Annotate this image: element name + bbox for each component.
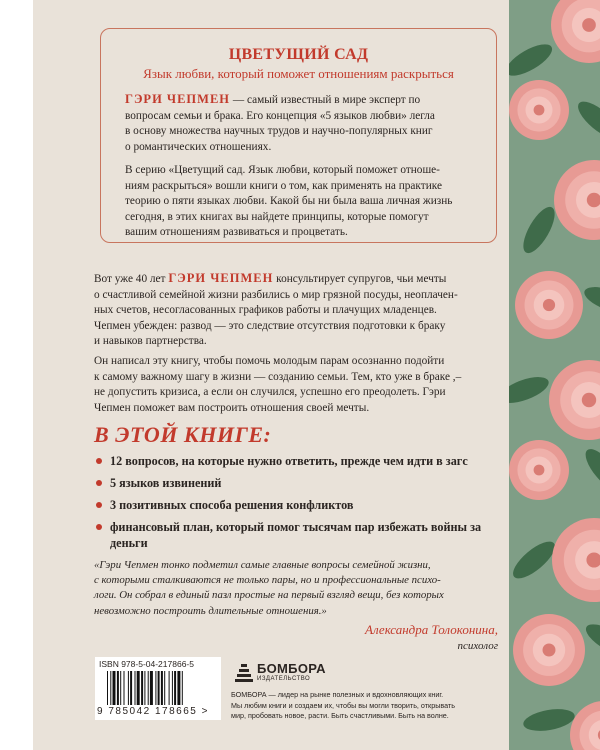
barcode-bar — [107, 671, 108, 705]
review-author: Александра Толоконина, — [365, 622, 498, 637]
text-line: с которыми сталкиваются не только пары, но и профессиональные психо- — [94, 574, 441, 587]
barcode-bar — [113, 671, 116, 705]
barcode-bar — [110, 671, 111, 705]
publisher-logo-name: БОМБОРА — [257, 661, 326, 676]
bullet-icon — [96, 502, 102, 508]
text-line: к самому важному шагу в жизни — созданию семьи. Тем, кто уже в браке ,– — [94, 370, 462, 383]
barcode-bar — [172, 671, 173, 705]
bullet-icon — [96, 524, 102, 530]
barcode-bar — [161, 671, 163, 705]
text-line: мир, пробовать новое, расти. Быть счастливыми. Быть на волне. — [231, 711, 449, 720]
bullet-icon — [96, 458, 102, 464]
list-item — [96, 519, 506, 551]
camellia-flower-icon — [551, 0, 600, 63]
series-description — [125, 163, 483, 241]
text-line: вопросам семьи и брака. Его концепция «5 языков любви» легла — [125, 109, 435, 122]
author-bio-paragraph — [125, 92, 483, 155]
text-line: БОМБОРА — лидер на рынке полезных и вдохновляющих книг. — [231, 690, 444, 699]
text-line: ниям раскрыться» вошли книги о том, как применять на практике — [125, 179, 442, 192]
barcode-bar — [124, 671, 125, 705]
barcode-bar — [174, 671, 176, 705]
text-line: логи. Он собрал в единый пазл простые на первый взгляд вещи, без которых — [94, 589, 444, 602]
camellia-flower-border — [509, 0, 600, 750]
text-line: Чепмен убежден: развод — это следствие отсутствия подготовки к браку — [94, 319, 446, 332]
series-subtitle: Язык любви, который поможет отношениям раскрыться — [143, 66, 454, 81]
text-line: вашим отношениям развиваться и процветать. — [125, 226, 348, 239]
barcode-bar — [120, 671, 121, 705]
barcode-bar — [169, 671, 170, 705]
text-line: и навыков партнерства. — [94, 335, 207, 348]
list-item-text: финансовый план, который помог тысячам пар избежать войны за деньги — [110, 520, 482, 550]
leaf-icon — [581, 282, 600, 319]
bombora-logo-icon — [235, 661, 253, 685]
review-author-role: психолог — [457, 640, 498, 652]
leaf-icon — [573, 96, 600, 145]
barcode-bar — [158, 671, 160, 705]
leaf-icon — [522, 706, 577, 735]
series-title: ЦВЕТУЩИЙ САД — [228, 46, 369, 63]
text-line: ных счетов, несогласованных графиков работы и плачущих младенцев. — [94, 304, 437, 317]
leaf-icon — [509, 38, 557, 81]
text-line: сегодня, в этих книгах вы найдете принципы, которые помогут — [125, 210, 429, 223]
camellia-illustration — [509, 0, 600, 750]
camellia-flower-icon — [509, 80, 569, 140]
text-line: Чепмен поможет вам построить отношения своей мечты. — [94, 401, 370, 414]
camellia-flower-icon — [515, 271, 583, 339]
text-line: В серию «Цветущий сад. Язык любви, который поможет отноше- — [125, 164, 440, 176]
book-back-cover — [33, 0, 600, 750]
text-line: «Гэри Чепмен тонко подметил самые главные вопросы семейной жизни, — [94, 559, 431, 571]
publisher-logo-subtitle: ИЗДАТЕЛЬСТВО — [257, 676, 311, 682]
barcode-bar — [137, 671, 140, 705]
barcode-bar — [144, 671, 145, 705]
barcode-bar — [117, 671, 119, 705]
camellia-flower-icon — [549, 360, 600, 440]
barcode — [106, 671, 218, 705]
barcode-bar — [130, 671, 132, 705]
barcode-bar — [135, 671, 136, 705]
text-line: Вот уже 40 лет — [94, 273, 166, 285]
text-line: теорию о пяти языках любви. Какой бы ни была ваша личная жизнь — [125, 195, 453, 208]
barcode-number: 9 785042 178665 > — [97, 706, 209, 717]
bullet-icon — [96, 480, 102, 486]
barcode-bar — [164, 671, 165, 705]
list-item — [96, 453, 506, 469]
text-line: не допустить кризиса, а если он случился, успешно его преодолеть. Гэри — [94, 386, 446, 399]
camellia-flower-icon — [509, 440, 569, 500]
list-item — [96, 475, 506, 491]
text-line: о счастливой семейной жизни разбились о мир грязной посуды, неоплачен- — [94, 288, 458, 301]
text-line: Он написал эту книгу, чтобы помочь молодым парам осознанно подойти — [94, 355, 445, 367]
camellia-flower-icon — [513, 614, 585, 686]
leaf-icon — [509, 372, 552, 409]
review-quote — [94, 558, 504, 619]
intro-paragraph — [94, 271, 499, 350]
leaf-icon — [580, 444, 600, 497]
author-name: ГЭРИ ЧЕПМЕН — [125, 92, 231, 106]
barcode-bar — [148, 671, 149, 705]
barcode-bar — [155, 671, 156, 705]
camellia-flower-icon — [552, 518, 600, 602]
barcode-bar — [141, 671, 143, 705]
barcode-bar — [150, 671, 153, 705]
camellia-flower-icon — [554, 160, 600, 240]
isbn-label: ISBN 978-5-04-217866-5 — [99, 659, 194, 669]
text-line: о романтических отношениях. — [125, 140, 272, 153]
purpose-paragraph — [94, 354, 499, 416]
barcode-bar — [128, 671, 129, 705]
in-book-heading: В ЭТОЙ КНИГЕ: — [94, 422, 272, 447]
text-line: Мы любим книги и создаем их, чтобы вы могли творить, открывать — [231, 700, 455, 710]
leaf-icon — [517, 202, 560, 257]
list-item-text: 3 позитивных способа решения конфликтов — [110, 498, 354, 512]
text-line: консультирует супругов, чьи мечты — [276, 273, 447, 285]
camellia-flower-icon — [570, 701, 600, 750]
publisher-blurb — [231, 690, 511, 722]
list-item-text: 5 языков извинений — [110, 476, 222, 490]
list-item-text: 12 вопросов, на которые нужно ответить, прежде чем идти в загс — [110, 454, 468, 468]
barcode-bar — [182, 671, 183, 705]
author-name-inline: ГЭРИ ЧЕПМЕН — [168, 271, 274, 285]
barcode-bar — [177, 671, 180, 705]
list-item — [96, 497, 506, 513]
text-line: в основу множества научных трудов и научно-популярных книг — [125, 125, 433, 138]
text-line: — самый известный в мире эксперт по — [232, 94, 421, 106]
in-book-list — [96, 453, 506, 557]
text-line: невозможно построить длительные отношения.» — [94, 604, 327, 617]
